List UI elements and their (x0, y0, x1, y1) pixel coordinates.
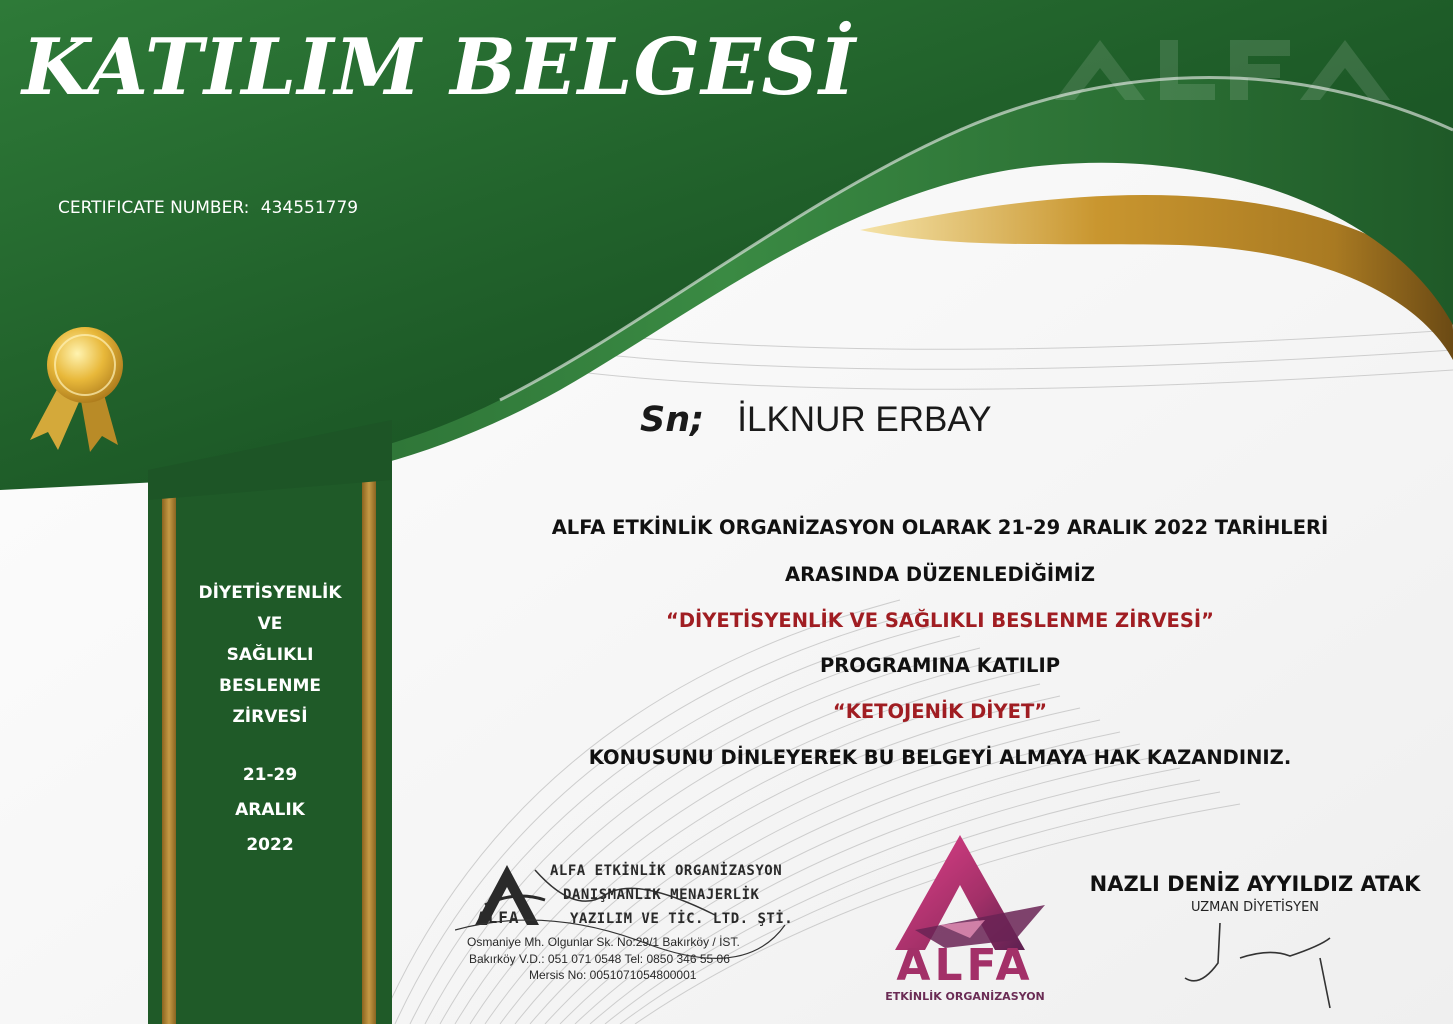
ribbon-title-line: BESLENME (218, 676, 322, 696)
signature-icon (1180, 918, 1360, 1018)
ribbon-title-line: ZİRVESİ (232, 707, 308, 727)
stamp-address-line: Mersis No: 0051071054800001 (529, 968, 697, 982)
topic-name: “KETOJENİK DİYET” (832, 700, 1048, 723)
stamp-company-line: ALFA ETKİNLİK ORGANİZASYON (550, 863, 783, 879)
ribbon-title-line: SAĞLIKLI (226, 645, 314, 665)
stamp-address-line: Bakırköy V.D.: 051 071 0548 Tel: 0850 346 55 06 (469, 952, 730, 966)
certificate-number-label: CERTIFICATE NUMBER: (58, 198, 250, 218)
certificate-number-line (58, 198, 358, 218)
recipient-name: İLKNUR ERBAY (737, 400, 992, 439)
recipient-line (640, 400, 991, 440)
ribbon-date-line: ARALIK (235, 800, 305, 820)
ribbon-title-line: DİYETİSYENLİK (198, 583, 342, 603)
body-line-1: ALFA ETKİNLİK ORGANİZASYON OLARAK 21-29 ARALIK 2022 TARİHLERİ (551, 516, 1329, 539)
ribbon-date-line: 21-29 (242, 765, 298, 785)
certificate-title: KATILIM BELGESİ (22, 22, 857, 113)
stamp-company-line: DANIŞMANLIK MENAJERLİK (563, 887, 760, 903)
body-line-4: PROGRAMINA KATILIP (819, 654, 1061, 677)
alfa-logo-text: ALFA (896, 940, 1034, 991)
stamp-address-line: Osmaniye Mh. Olgunlar Sk. No:29/1 Bakırköy / İST. (467, 935, 740, 949)
stamp-logo-text: ALFA (477, 908, 520, 927)
event-name: “DİYETİSYENLİK VE SAĞLIKLI BESLENME ZİRVESİ” (666, 609, 1214, 632)
ribbon-event-date (170, 758, 370, 863)
company-stamp (455, 855, 815, 985)
stamp-company-line: YAZILIM VE TİC. LTD. ŞTİ. (570, 911, 794, 927)
alfa-logo-subtitle: ETKİNLİK ORGANİZASYON (885, 990, 1045, 1003)
signatory-name: NAZLI DENİZ AYYILDIZ ATAK (1089, 872, 1421, 896)
ribbon-title-line: VE (257, 614, 283, 634)
certificate-number: 434551779 (260, 198, 359, 218)
body-line-6: KONUSUNU DİNLEYEREK BU BELGEYİ ALMAYA HAK KAZANDINIZ. (588, 746, 1292, 769)
ribbon-event-title (170, 578, 370, 733)
ribbon-date-line: 2022 (246, 835, 294, 855)
body-line-2: ARASINDA DÜZENLEDİĞİMİZ (785, 563, 1095, 586)
signatory-role: UZMAN DİYETİSYEN (1190, 900, 1320, 915)
salutation: Sn; (640, 400, 705, 440)
